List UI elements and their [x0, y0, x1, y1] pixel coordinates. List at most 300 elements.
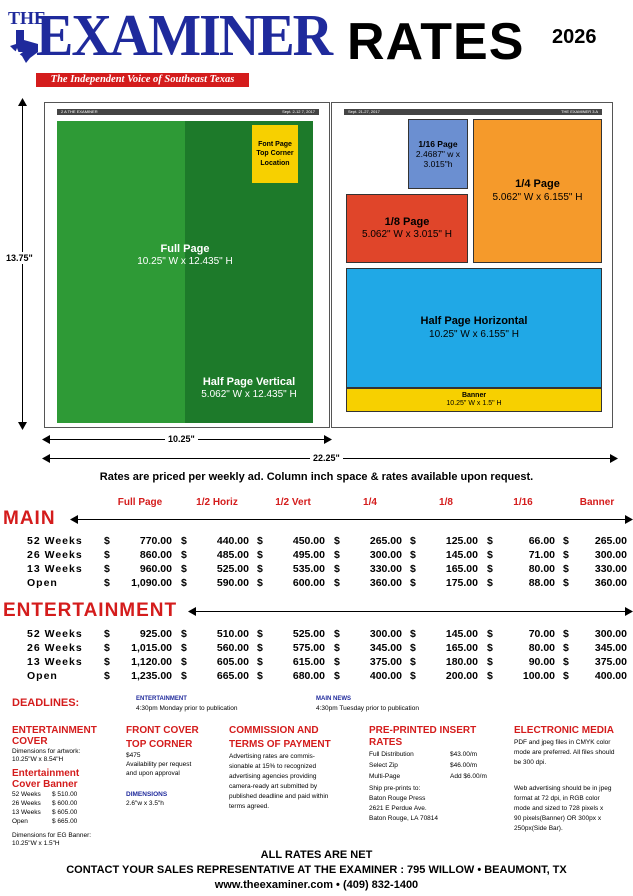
rate-cell — [410, 670, 478, 683]
rate-value: 925.00 — [139, 628, 172, 640]
deadline-ent-title: ENTERTAINMENT — [136, 696, 187, 702]
rate-value: 175.00 — [445, 577, 478, 589]
banner-rate-label: Open — [12, 818, 28, 825]
dollar-sign: $ — [487, 535, 493, 547]
rate-value: 360.00 — [369, 577, 402, 589]
dollar-sign: $ — [257, 577, 263, 589]
sixteenth-page-area — [408, 119, 468, 189]
rate-cell — [563, 656, 627, 669]
right-page-header — [344, 109, 602, 115]
dollar-sign: $ — [334, 577, 340, 589]
half-vertical-title: Half Page Vertical — [202, 376, 296, 388]
rate-cell — [563, 628, 627, 641]
front-cover-title2: TOP CORNER — [126, 739, 193, 750]
rate-value: 1,015.00 — [131, 642, 172, 654]
rate-value: 400.00 — [369, 670, 402, 682]
rate-value: 200.00 — [445, 670, 478, 682]
half-horizontal-title: Half Page Horizontal — [420, 315, 528, 328]
rate-value: 400.00 — [594, 670, 627, 682]
height-label: 13.75" — [6, 253, 33, 263]
half-horizontal-area — [346, 268, 602, 388]
electronic-line: be 300 dpi. — [514, 759, 547, 766]
dollar-sign: $ — [104, 642, 110, 654]
commission-title1: COMMISSION AND — [229, 725, 319, 736]
dollar-sign: $ — [334, 563, 340, 575]
arrow-left-icon — [42, 454, 50, 463]
ent-cover-dim-value: 10.25"W x 8.54"H — [12, 756, 64, 763]
dollar-sign: $ — [334, 535, 340, 547]
rate-value: 165.00 — [445, 642, 478, 654]
logo-name: EXAMINER — [36, 3, 332, 69]
ent-cover-title2: COVER — [12, 736, 48, 747]
main-section-title: MAIN — [3, 508, 56, 529]
rate-value: 525.00 — [292, 628, 325, 640]
rate-cell — [487, 535, 555, 548]
rate-value: 145.00 — [445, 628, 478, 640]
rate-value: 770.00 — [139, 535, 172, 547]
rate-value: 535.00 — [292, 563, 325, 575]
entertainment-section-title: ENTERTAINMENT — [3, 600, 178, 621]
rate-cell — [334, 670, 402, 683]
rate-value: 300.00 — [369, 549, 402, 561]
rate-value: 330.00 — [594, 563, 627, 575]
logo-the: THE — [8, 8, 47, 28]
rate-value: 1,090.00 — [131, 577, 172, 589]
preprinted-title2: RATES — [369, 737, 403, 748]
rate-cell — [563, 577, 627, 590]
rate-value: 345.00 — [369, 642, 402, 654]
rate-value: 605.00 — [216, 656, 249, 668]
front-cover-dim-title: DIMENSIONS — [126, 791, 168, 798]
insert-rate-value: Add $6.00/m — [450, 773, 487, 780]
eg-banner-dim-label: Dimensions for EG Banner: — [12, 832, 92, 839]
top-corner-line1: Font Page — [258, 141, 292, 149]
rate-cell — [104, 577, 172, 590]
rate-cell — [410, 549, 478, 562]
banner-dims: 10.25" W x 1.5" H — [446, 400, 502, 407]
dollar-sign: $ — [487, 670, 493, 682]
sixteenth-title: 1/16 Page — [418, 138, 458, 149]
electronic-line: mode and sized to 728 pixels x — [514, 805, 604, 812]
eighth-page-area — [346, 194, 468, 263]
rate-cell — [104, 656, 172, 669]
dollar-sign: $ — [181, 535, 187, 547]
dollar-sign: $ — [257, 535, 263, 547]
main-divider — [72, 519, 630, 520]
dollar-sign: $ — [410, 535, 416, 547]
dollar-sign: $ — [181, 670, 187, 682]
ship-line: Baton Rouge Press — [369, 795, 426, 802]
dollar-sign: $ — [181, 563, 187, 575]
rate-cell — [257, 628, 325, 641]
commission-line: published deadline and paid within — [229, 793, 329, 800]
rate-cell — [487, 656, 555, 669]
dollar-sign: $ — [563, 549, 569, 561]
ent-cover-title1: ENTERTAINMENT — [12, 725, 97, 736]
rate-cell — [257, 656, 325, 669]
rate-cell — [257, 549, 325, 562]
dollar-sign: $ — [410, 642, 416, 654]
dollar-sign: $ — [104, 549, 110, 561]
front-cover-dim-value: 2.6"w x 3.5"h — [126, 800, 164, 807]
rate-cell — [487, 563, 555, 576]
dollar-sign: $ — [257, 563, 263, 575]
dollar-sign: $ — [181, 628, 187, 640]
rate-value: 70.00 — [528, 628, 555, 640]
dollar-sign: $ — [334, 549, 340, 561]
eighth-title: 1/8 Page — [384, 215, 430, 228]
dollar-sign: $ — [410, 563, 416, 575]
row-label: 52 Weeks — [27, 535, 83, 547]
sixteenth-line2: 3.015"h — [423, 159, 453, 170]
ship-line: Baton Rouge, LA 70814 — [369, 815, 439, 822]
left-page-header-right: Sept. 2-12 7, 2017 — [282, 109, 315, 114]
rate-cell — [410, 535, 478, 548]
banner-rate-value: $ 510.00 — [52, 791, 78, 798]
ship-line: 2621 E Perdue Ave. — [369, 805, 427, 812]
rate-cell — [181, 563, 249, 576]
rate-value: 71.00 — [528, 549, 555, 561]
dollar-sign: $ — [563, 642, 569, 654]
dollar-sign: $ — [257, 656, 263, 668]
rate-cell — [410, 577, 478, 590]
entertainment-divider — [190, 611, 630, 612]
electronic-line: 90 pixels(Banner) OR 300px x — [514, 815, 602, 822]
column-header: Full Page — [117, 497, 163, 508]
full-page-area — [57, 121, 185, 423]
rate-cell — [334, 642, 402, 655]
rate-cell — [181, 577, 249, 590]
rate-value: 375.00 — [594, 656, 627, 668]
commission-line: advertising agencies providing — [229, 773, 317, 780]
rate-value: 145.00 — [445, 549, 478, 561]
rate-value: 375.00 — [369, 656, 402, 668]
dollar-sign: $ — [563, 628, 569, 640]
dollar-sign: $ — [104, 656, 110, 668]
preprinted-title1: PRE-PRINTED INSERT — [369, 725, 477, 736]
commission-line: Advertising rates are commis- — [229, 753, 315, 760]
footer-website-phone: www.theexaminer.com • (409) 832-1400 — [214, 879, 419, 891]
rate-value: 80.00 — [528, 563, 555, 575]
column-header: 1/4 — [363, 497, 377, 508]
column-header: Banner — [579, 497, 615, 508]
banner-rate-value: $ 605.00 — [52, 809, 78, 816]
dollar-sign: $ — [181, 642, 187, 654]
banner-rate-value: $ 600.00 — [52, 800, 78, 807]
dollar-sign: $ — [257, 670, 263, 682]
rate-value: 165.00 — [445, 563, 478, 575]
dollar-sign: $ — [487, 577, 493, 589]
rates-note: Rates are priced per weekly ad. Column inch space & rates available upon request. — [99, 471, 534, 483]
dollar-sign: $ — [563, 670, 569, 682]
right-page-mockup — [331, 102, 613, 428]
row-label: 26 Weeks — [27, 549, 83, 561]
rate-cell — [104, 670, 172, 683]
rate-cell — [334, 535, 402, 548]
banner-title: Banner — [461, 391, 487, 399]
footer-contact: CONTACT YOUR SALES REPRESENTATIVE AT THE EXAMINER : 795 WILLOW • BEAUMONT, TX — [66, 864, 567, 876]
front-cover-avail1: Availability per request — [126, 761, 192, 768]
rate-cell — [104, 628, 172, 641]
rate-cell — [487, 549, 555, 562]
row-label: 13 Weeks — [27, 656, 83, 668]
column-header: 1/16 — [513, 497, 533, 508]
rate-value: 510.00 — [216, 628, 249, 640]
rate-value: 590.00 — [216, 577, 249, 589]
insert-rate-label: Select Zip — [369, 762, 398, 769]
rate-cell — [487, 628, 555, 641]
rate-value: 485.00 — [216, 549, 249, 561]
arrow-right-icon — [610, 454, 618, 463]
rate-cell — [181, 628, 249, 641]
rate-value: 1,235.00 — [131, 670, 172, 682]
rate-cell — [410, 642, 478, 655]
rate-cell — [257, 577, 325, 590]
top-corner-line2: Top Corner — [256, 150, 294, 158]
rate-value: 265.00 — [594, 535, 627, 547]
rate-cell — [104, 642, 172, 655]
rate-cell — [257, 563, 325, 576]
rate-cell — [104, 549, 172, 562]
dollar-sign: $ — [104, 535, 110, 547]
banner-area — [346, 388, 602, 412]
dollar-sign: $ — [410, 549, 416, 561]
half-vertical-label — [185, 376, 313, 401]
rate-cell — [181, 535, 249, 548]
rate-cell — [563, 535, 627, 548]
insert-rate-label: Full Distribution — [369, 751, 414, 758]
year-label: 2026 — [552, 26, 597, 48]
rate-cell — [257, 535, 325, 548]
commission-line: camera-ready art submitted by — [229, 783, 318, 790]
dollar-sign: $ — [487, 563, 493, 575]
dollar-sign: $ — [334, 656, 340, 668]
page-width-label: 10.25" — [165, 434, 198, 444]
commission-line: sionable at 15% to recognized — [229, 763, 317, 770]
rate-cell — [563, 563, 627, 576]
rate-cell — [257, 670, 325, 683]
dollar-sign: $ — [487, 642, 493, 654]
rate-value: 360.00 — [594, 577, 627, 589]
electronic-line: format at 72 dpi, in RGB color — [514, 795, 600, 802]
dollar-sign: $ — [181, 656, 187, 668]
row-label: 52 Weeks — [27, 628, 83, 640]
rate-cell — [410, 563, 478, 576]
electronic-line: PDF and jpeg files in CMYK color — [514, 739, 611, 746]
deadline-main-title: MAIN NEWS — [316, 696, 351, 702]
top-corner-line3: Location — [260, 159, 290, 167]
rate-value: 575.00 — [292, 642, 325, 654]
rate-value: 300.00 — [594, 628, 627, 640]
dollar-sign: $ — [334, 642, 340, 654]
arrow-left-icon — [70, 515, 78, 524]
arrow-right-icon — [625, 607, 633, 616]
dollar-sign: $ — [257, 549, 263, 561]
half-vertical-dims: 5.062" W x 12.435" H — [201, 389, 297, 401]
left-page-header — [57, 109, 319, 115]
rate-cell — [334, 577, 402, 590]
rate-value: 440.00 — [216, 535, 249, 547]
rate-value: 860.00 — [139, 549, 172, 561]
rate-value: 600.00 — [292, 577, 325, 589]
dollar-sign: $ — [487, 656, 493, 668]
rate-cell — [181, 656, 249, 669]
dollar-sign: $ — [410, 628, 416, 640]
spread-width-label: 22.25" — [310, 453, 343, 463]
commission-line: terms agreed. — [229, 803, 270, 810]
logo-tagline: The Independent Voice of Southeast Texas — [36, 73, 249, 87]
row-label: 13 Weeks — [27, 563, 83, 575]
rate-cell — [487, 642, 555, 655]
dollar-sign: $ — [104, 670, 110, 682]
column-header: 1/8 — [439, 497, 453, 508]
rate-cell — [487, 577, 555, 590]
rate-cell — [563, 549, 627, 562]
quarter-dims: 5.062" W x 6.155" H — [492, 191, 583, 203]
full-page-title: Full Page — [160, 243, 210, 255]
arrow-left-icon — [42, 435, 50, 444]
dollar-sign: $ — [563, 563, 569, 575]
banner-rate-value: $ 665.00 — [52, 818, 78, 825]
arrow-left-icon — [188, 607, 196, 616]
rate-value: 265.00 — [369, 535, 402, 547]
deadline-ent-text: 4:30pm Monday prior to publication — [136, 705, 238, 712]
dollar-sign: $ — [563, 577, 569, 589]
insert-rate-value: $43.00/m — [450, 751, 478, 758]
electronic-line: 250px(Side Bar). — [514, 825, 563, 832]
rate-cell — [104, 535, 172, 548]
rate-value: 80.00 — [528, 642, 555, 654]
ent-cover-dim-label: Dimensions for artwork: — [12, 748, 81, 755]
rate-value: 665.00 — [216, 670, 249, 682]
right-page-header-left: Sept. 21-27, 2017 — [348, 109, 380, 114]
dollar-sign: $ — [181, 577, 187, 589]
eighth-dims: 5.062" W x 3.015" H — [362, 229, 452, 241]
rate-value: 180.00 — [445, 656, 478, 668]
sixteenth-line1: 2.4687" w x — [415, 148, 461, 159]
dollar-sign: $ — [104, 628, 110, 640]
dollar-sign: $ — [104, 577, 110, 589]
footer-net: ALL RATES ARE NET — [260, 849, 373, 861]
dollar-sign: $ — [334, 670, 340, 682]
dollar-sign: $ — [104, 563, 110, 575]
rate-cell — [410, 628, 478, 641]
arrow-right-icon — [625, 515, 633, 524]
quarter-title: 1/4 Page — [515, 178, 560, 191]
dollar-sign: $ — [410, 656, 416, 668]
banner-rate-label: 52 Weeks — [12, 791, 41, 798]
rate-cell — [410, 656, 478, 669]
commission-title2: TERMS OF PAYMENT — [229, 739, 331, 750]
dollar-sign: $ — [181, 549, 187, 561]
rate-value: 1,120.00 — [131, 656, 172, 668]
dollar-sign: $ — [487, 628, 493, 640]
electronic-title: ELECTRONIC MEDIA — [514, 725, 614, 736]
full-page-label — [57, 243, 313, 268]
insert-rate-label: Multi-Page — [369, 773, 401, 780]
arrow-down-icon — [18, 422, 27, 430]
row-label: 26 Weeks — [27, 642, 83, 654]
electronic-line: mode are preferred. All files should — [514, 749, 615, 756]
rate-cell — [104, 563, 172, 576]
rate-cell — [257, 642, 325, 655]
rate-cell — [334, 563, 402, 576]
column-header: 1/2 Horiz — [196, 497, 238, 508]
rate-value: 125.00 — [445, 535, 478, 547]
electronic-line: Web advertising should be in jpeg — [514, 785, 612, 792]
dollar-sign: $ — [563, 535, 569, 547]
front-cover-price: $475 — [126, 752, 141, 759]
rate-cell — [334, 628, 402, 641]
rate-cell — [563, 670, 627, 683]
dollar-sign: $ — [410, 577, 416, 589]
front-cover-title1: FRONT COVER — [126, 725, 199, 736]
rate-value: 300.00 — [369, 628, 402, 640]
arrow-up-icon — [18, 98, 27, 106]
dollar-sign: $ — [257, 628, 263, 640]
top-corner-area — [252, 125, 298, 183]
left-page-mockup — [44, 102, 330, 428]
rate-value: 90.00 — [528, 656, 555, 668]
rate-value: 495.00 — [292, 549, 325, 561]
half-horizontal-dims: 10.25" W x 6.155" H — [429, 328, 519, 340]
ship-line: Ship pre-prints to: — [369, 785, 421, 792]
rate-cell — [563, 642, 627, 655]
banner-rate-label: 26 Weeks — [12, 800, 41, 807]
rate-cell — [334, 549, 402, 562]
deadline-main-text: 4:30pm Tuesday prior to publication — [316, 705, 419, 712]
arrow-right-icon — [324, 435, 332, 444]
dollar-sign: $ — [563, 656, 569, 668]
right-page-header-right: THE EXAMINER 3 A — [561, 109, 598, 114]
dollar-sign: $ — [257, 642, 263, 654]
rate-value: 330.00 — [369, 563, 402, 575]
dollar-sign: $ — [334, 628, 340, 640]
banner-rate-label: 13 Weeks — [12, 809, 41, 816]
left-page-header-left: 2 A THE EXAMINER — [61, 109, 98, 114]
rate-value: 560.00 — [216, 642, 249, 654]
eg-banner-dim-value: 10.25"W x 1.5"H — [12, 840, 60, 847]
rate-cell — [181, 642, 249, 655]
quarter-page-area — [473, 119, 602, 263]
rate-cell — [181, 670, 249, 683]
rate-value: 680.00 — [292, 670, 325, 682]
front-cover-avail2: and upon approval — [126, 770, 180, 777]
rate-value: 615.00 — [292, 656, 325, 668]
rate-value: 100.00 — [522, 670, 555, 682]
full-page-dims: 10.25" W x 12.435" H — [137, 256, 233, 268]
column-header: 1/2 Vert — [275, 497, 311, 508]
rate-cell — [181, 549, 249, 562]
insert-rate-value: $46.00/m — [450, 762, 478, 769]
rate-value: 300.00 — [594, 549, 627, 561]
rate-value: 525.00 — [216, 563, 249, 575]
page-title: RATES — [347, 13, 525, 71]
dollar-sign: $ — [487, 549, 493, 561]
deadlines-label: DEADLINES: — [12, 697, 80, 709]
rate-cell — [487, 670, 555, 683]
rate-value: 345.00 — [594, 642, 627, 654]
rate-value: 450.00 — [292, 535, 325, 547]
ent-banner-title2: Cover Banner — [12, 779, 78, 790]
ent-banner-title1: Entertainment — [12, 768, 80, 779]
rate-value: 88.00 — [528, 577, 555, 589]
rate-value: 960.00 — [139, 563, 172, 575]
rate-value: 66.00 — [528, 535, 555, 547]
dollar-sign: $ — [410, 670, 416, 682]
rate-cell — [334, 656, 402, 669]
row-label: Open — [27, 577, 58, 589]
